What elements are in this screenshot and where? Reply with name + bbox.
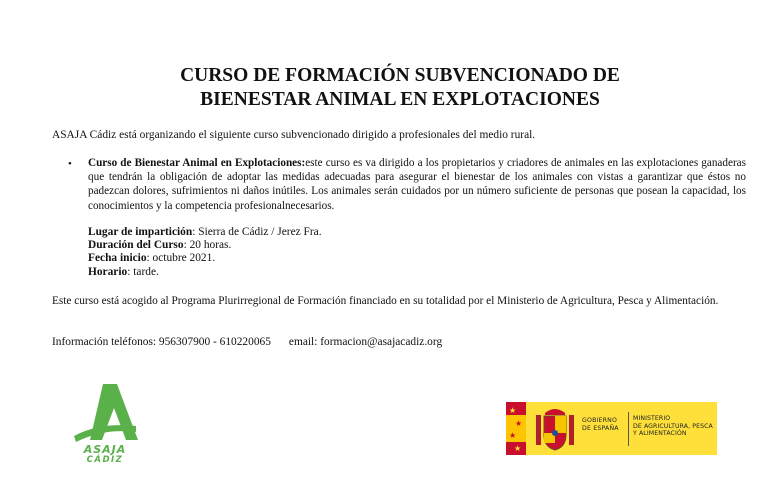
detail-value: : Sierra de Cádiz / Jerez Fra. [192,226,322,238]
ministry-logo [506,402,717,455]
course-details [88,226,322,279]
contact-line [52,335,442,349]
intro-paragraph: ASAJA Cádiz está organizando el siguiente curso subvencionado dirigido a profesionales del medio rural. [52,129,536,141]
detail-label: Horario [88,265,128,278]
detail-value: : tarde. [127,265,159,278]
coat-of-arms-icon [532,405,578,453]
gobierno-text: GOBIERNO DE ESPAÑA [582,417,619,432]
course-name: Curso de Bienestar Animal en Explotaciones: [88,157,306,169]
contact-phones: Información teléfonos: 956307900 - 610220065 [52,336,271,348]
ministerio-text: MINISTERIO DE AGRICULTURA, PESCA Y ALIMENTACIÓN [633,415,713,437]
svg-text:★: ★ [514,444,522,453]
title-line-2: BIENESTAR ANIMAL EN EXPLOTACIONES [200,89,600,110]
detail-label: Duración del Curso [88,239,184,252]
svg-text:★: ★ [509,431,517,440]
course-bullet [70,156,746,213]
title-line-1: CURSO DE FORMACIÓN SUBVENCIONADO DE [180,65,620,86]
detail-start-date [88,252,322,265]
detail-label: Lugar de impartición [88,226,193,238]
contact-email: email: formacion@asajacadiz.org [288,336,443,348]
detail-location [88,226,322,239]
asaja-name: ASAJA [83,443,127,456]
logo-divider [628,412,629,446]
detail-label: Fecha inicio [88,252,147,265]
detail-value: : octubre 2021. [146,252,216,265]
detail-duration [88,239,322,252]
detail-schedule [88,266,322,279]
program-paragraph: Este curso está acogido al Programa Plurirregional de Formación financiado en su totalidad por el Ministerio de Agricultura, Pesca y Alimentación. [52,295,719,307]
svg-text:★: ★ [515,419,523,428]
asaja-wordmark [72,444,138,466]
course-text: este curso es va dirigido a los propietarios y criadores de animales en las explotaciones ganaderas que tendrán la obligación de adoptar las medidas adecuadas para asegurar el bienestar de los animales con vistas a garantizar que éstos no padezcan dolores, sufrimientos ni daños inútiles. Los animales serán cuidados por un número suficiente de personas que posean la capacidad, los conocimientos y la competencia profesionalnecesarios. [88,157,746,212]
document-title [0,64,768,112]
course-description [88,156,746,213]
svg-text:★: ★ [509,406,517,415]
detail-value: : 20 horas. [183,239,232,252]
bullet-icon: • [68,158,72,170]
stars-icon [506,404,526,455]
asaja-city: CÁDIZ [86,455,124,465]
